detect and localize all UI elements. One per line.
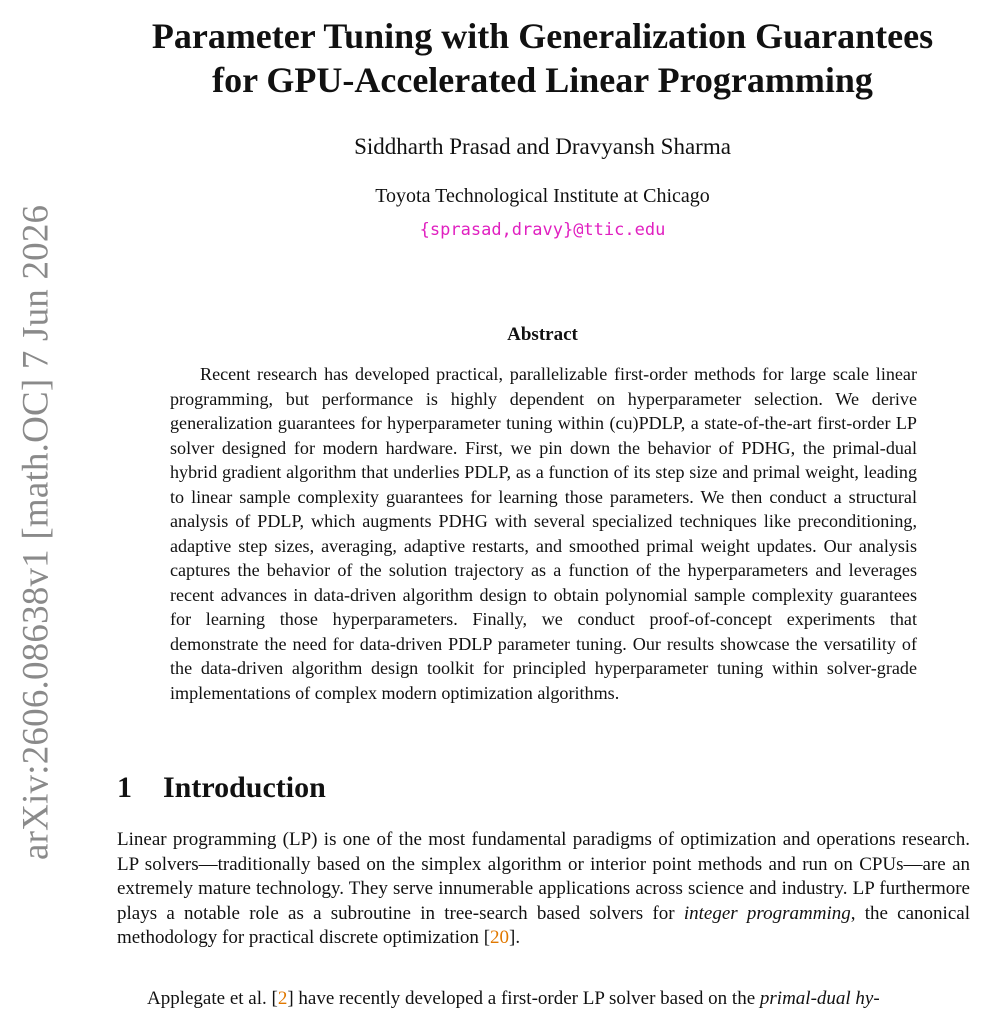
- citation-link-2[interactable]: 2: [277, 988, 288, 1009]
- arxiv-stamp: arXiv:2606.08638v1 [math.OC] 7 Jun 2026: [15, 204, 57, 860]
- citation-link-20[interactable]: 20: [490, 927, 510, 948]
- section-title: Introduction: [163, 771, 326, 804]
- paper-title: [100, 14, 985, 102]
- intro-paragraph-1: Linear programming (LP) is one of the most fundamental paradigms of optimization and operations research. LP solvers—traditionally based on the simplex algorithm or interior point methods and run on CPUs—are an extremely mature technology. They serve innumerable applications across science and industry. LP furthermore plays a notable role as a subroutine in tree-search based solvers for integer programming, the canonical methodology for practical discrete optimization [20].: [117, 829, 970, 948]
- author-email[interactable]: {sprasad,dravy}@ttic.edu: [419, 220, 666, 240]
- affiliation: Toyota Technological Institute at Chicago: [375, 185, 710, 207]
- intro-paragraph-2: Applegate et al. [2] have recently developed a first-order LP solver based on the primal-dual hy-: [147, 988, 880, 1009]
- authors: Siddharth Prasad and Dravyansh Sharma: [354, 134, 731, 159]
- emphasis-integer-programming: integer programming: [683, 902, 851, 924]
- section-number: 1: [117, 771, 132, 804]
- title-line-2: for GPU-Accelerated Linear Programming: [212, 60, 873, 100]
- emphasis-primal-dual: primal-dual hy-: [759, 988, 880, 1009]
- abstract-text: Recent research has developed practical, parallelizable first-order methods for large scale linear programming, but performance is highly dependent on hyperparameter selection. We derive generalization guarantees for hyperparameter tuning within (cu)PDLP, a state-of-the-art first-order LP solver designed for modern hardware. First, we pin down the behavior of PDHG, the primal-dual hybrid gradient algorithm that underlies PDLP, as a function of its step size and primal weight, leading to linear sample complexity guarantees for learning those parameters. We then conduct a structural analysis of PDLP, which augments PDHG with several specialized techniques like preconditioning, adaptive step sizes, averaging, adaptive restarts, and smoothed primal weight updates. Our analysis captures the behavior of the solution trajectory as a function of the hyperparameters and leverages recent advances in data-driven algorithm design to obtain polynomial sample complexity guarantees for learning those hyperparameters. Finally, we conduct proof-of-concept experiments that demonstrate the need for data-driven PDLP parameter tuning. Our results showcase the versatility of the data-driven algorithm design toolkit for principled hyperparameter tuning within solver-grade implementations of complex modern optimization algorithms.: [170, 364, 917, 703]
- title-line-1: Parameter Tuning with Generalization Guarantees: [151, 16, 934, 56]
- section-heading-introduction: [117, 768, 326, 808]
- abstract-heading: Abstract: [507, 324, 578, 345]
